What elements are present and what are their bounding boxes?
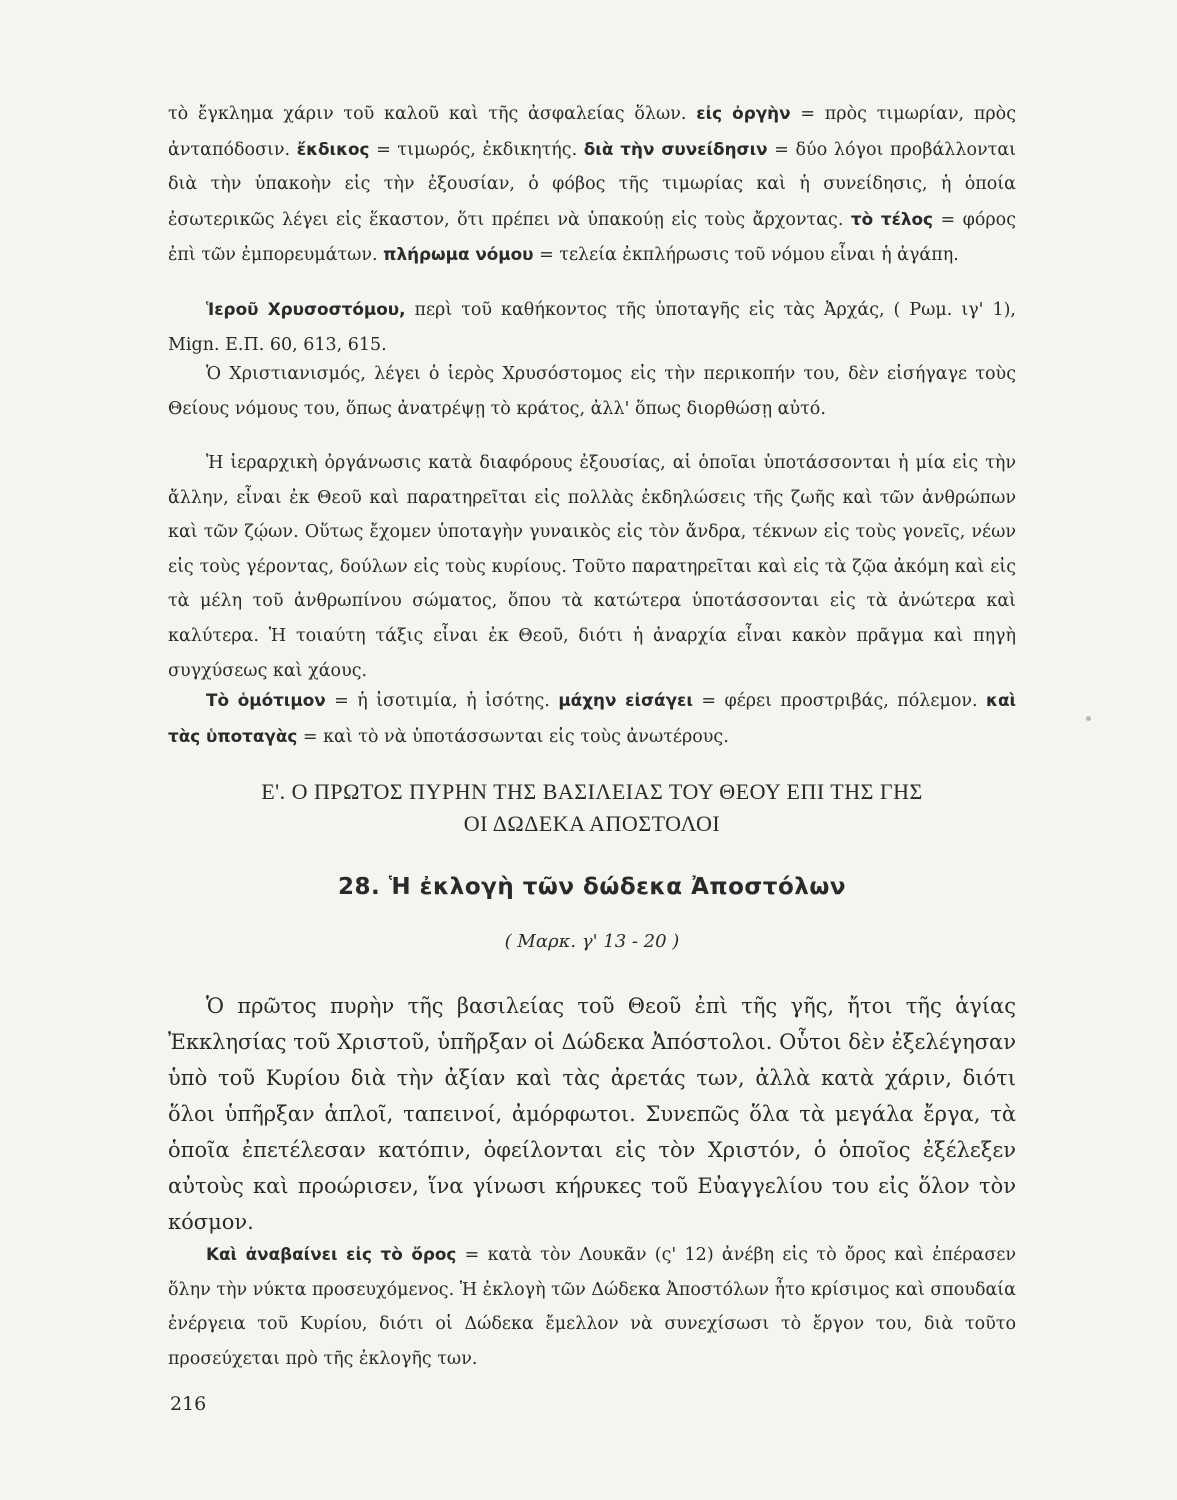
ink-speck [1086,716,1091,721]
paragraph-chrysostom-reference: Ἱεροῦ Χρυσοστόμου, περὶ τοῦ καθήκοντος τῆς ὑποταγῆς εἰς τὰς Ἀρχάς, ( Ρωμ. ιγ' 1), Mign. Ε.Π. 60, 613, 615. [168,299,1016,355]
page-number: 216 [170,1393,207,1415]
term-ypotagas: καὶ τὰς ὑποταγὰς [168,690,1017,746]
term-eis-orgin: εἰς ὀργὴν [696,103,791,123]
term-omotimon: Τὸ ὁμότιμον [206,690,326,710]
paragraph-hierarchy: Ἡ ἱεραρχικὴ ὀργάνωσις κατὰ διαφόρους ἐξουσίας, αἱ ὁποῖαι ὑποτάσσονται ἡ μία εἰς τὴν ἄλλην, εἶναι ἐκ Θεοῦ καὶ παρατηρεῖται εἰς πολλὰς ἐκδηλώσεις τῆς ζωῆς καὶ τῶν ἀνθρώπων καὶ τῶν ζῴων. Οὕτως ἔχομεν ὑποταγὴν γυναικὸς εἰς τὸν ἄνδρα, τέκνων εἰς τοὺς γονεῖς, νέων εἰς τοὺς γέροντας, δούλων εἰς τοὺς κυρίους. Τοῦτο παρατηρεῖται καὶ εἰς τὰ ζῷα ἀκόμη καὶ εἰς τὰ μέλη τοῦ ἀνθρωπίνου σώματος, ὅπου τὰ κατώτερα ὑποτάσσονται εἰς τὰ ἀνώτερα καὶ καλύτερα. Ἡ τοιαύτη τάξις εἶναι ἐκ Θεοῦ, διότι ἡ ἀναρχία εἶναι κακὸν πρᾶγμα καὶ πηγὴ συγχύσεως καὶ χάους. [168,453,1016,681]
term-telos: τὸ τέλος [850,208,933,229]
term-chrysostom: Ἱεροῦ Χρυσοστόμου, [206,299,406,319]
section-heading [168,776,1016,840]
term-anabainei: Καὶ ἀναβαίνει εἰς τὸ ὄρος [206,1244,457,1264]
paragraph-mountain: Καὶ ἀναβαίνει εἰς τὸ ὄρος = κατὰ τὸν Λουκᾶν (ς' 12) ἀνέβη εἰς τὸ ὄρος καὶ ἐπέρασεν ὅλην τὴν νύκτα προσευχόμενος. Ἡ ἐκλογὴ τῶν Δώδεκα Ἀποστόλων ἦτο κρίσιμος καὶ σπουδαία ἐνέργεια τοῦ Κυρίου, διότι οἱ Δώδεκα ἔμελλον νὰ συνεχίσωσι τὸ ἔργον του, διὰ τοῦτο προσεύχεται πρὸ τῆς ἐκλογῆς των. [168,1244,1016,1369]
section-heading-line-2: ΟΙ ΔΩΔΕΚΑ ΑΠΟΣΤΟΛΟΙ [463,811,721,836]
paragraph-glossary-2: Τὸ ὁμότιμον = ἡ ἰσοτιμία, ἡ ἰσότης. μάχην εἰσάγει = φέρει προστριβάς, πόλεμον. καὶ τὰς ὑποταγὰς = καὶ τὸ νὰ ὑποτάσσωνται εἰς τοὺς ἀνωτέρους. [168,690,1017,747]
term-syneidesin: διὰ τὴν συνείδησιν [583,138,768,159]
chapter-title: 28. Ἡ ἐκλογὴ τῶν δώδεκα Ἀποστόλων [338,874,846,900]
paragraph-first-nucleus: Ὁ πρῶτος πυρὴν τῆς βασιλείας τοῦ Θεοῦ ἐπὶ τῆς γῆς, ἤτοι τῆς ἁγίας Ἐκκλησίας τοῦ Χριστοῦ, ὑπῆρξαν οἱ Δώδεκα Ἀπόστολοι. Οὗτοι δὲν ἐξελέγησαν ὑπὸ τοῦ Κυρίου διὰ τὴν ἀξίαν καὶ τὰς ἀρετάς των, ἀλλὰ κατὰ χάριν, διότι ὅλοι ὑπῆρξαν ἁπλοῖ, ταπεινοί, ἀμόρφωτοι. Συνεπῶς ὅλα τὰ μεγάλα ἔργα, τὰ ὁποῖα ἐπετέλεσαν κατόπιν, ὀφείλονται εἰς τὸν Χριστόν, ὁ ὁποῖος ἐξέλεξεν αὐτοὺς καὶ προώρισεν, ἵνα γίνωσι κήρυκες τοῦ Εὐαγγελίου του εἰς ὅλον τὸν κόσμον. [168,994,1016,1234]
term-ekdikos: ἔκδικος [296,138,370,159]
section-heading-line-1: Ε'. Ο ΠΡΩΤΟΣ ΠΥΡΗΝ ΤΗΣ ΒΑΣΙΛΕΙΑΣ ΤΟΥ ΘΕΟΥ ΕΠΙ ΤΗΣ ΓΗΣ [261,779,923,804]
paragraph-christianity: Ὁ Χριστιανισμός, λέγει ὁ ἱερὸς Χρυσόστομος εἰς τὴν περικοπήν του, δὲν εἰσήγαγε τοὺς Θείους νόμους του, ὅπως ἀνατρέψῃ τὸ κράτος, ἀλλ' ὅπως διορθώσῃ αὐτό. [168,364,1016,419]
term-machin: μάχην εἰσάγει [558,690,693,710]
chapter-reference: ( Μαρκ. γ' 13 - 20 ) [504,931,680,952]
term-pleroma-nomou: πλήρωμα νόμου [383,244,534,265]
paragraph-glossary-1: τὸ ἔγκλημα χάριν τοῦ καλοῦ καὶ τῆς ἀσφαλείας ὅλων. εἰς ὀργὴν = πρὸς τιμωρίαν, πρὸς ἀνταπόδοσιν. ἔκδικος = τιμωρός, ἐκδικητής. διὰ τὴν συνείδησιν = δύο λόγοι προβάλλονται διὰ τὴν ὑπακοὴν εἰς τὴν ἐξουσίαν, ὁ φόβος τῆς τιμωρίας καὶ ἡ συνείδησις, ἡ ὁποία ἐσωτερικῶς λέγει εἰς ἕκαστον, ὅτι πρέπει νὰ ὑπακούῃ εἰς τοὺς ἄρχοντας. τὸ τέλος = φόρος ἐπὶ τῶν ἐμπορευμάτων. πλήρωμα νόμου = τελεία ἐκπλήρωσις τοῦ νόμου εἶναι ἡ ἀγάπη. [168,103,1016,266]
